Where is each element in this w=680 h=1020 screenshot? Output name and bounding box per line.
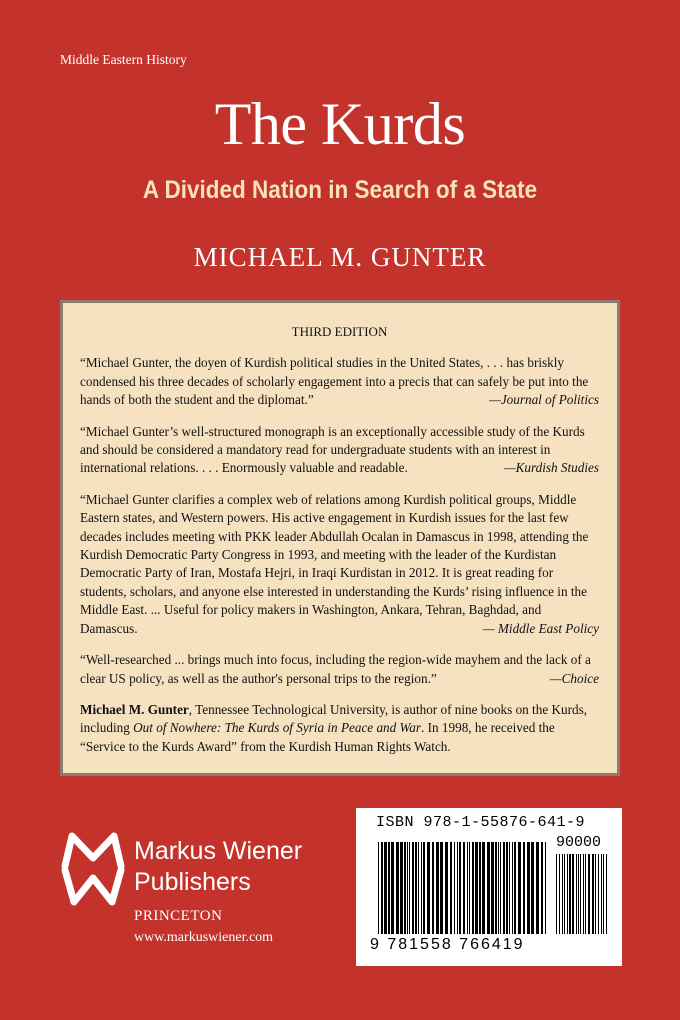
barcode-bar	[457, 842, 458, 934]
barcode-bar	[531, 842, 534, 934]
barcode-bar	[404, 842, 406, 934]
barcode-bar	[487, 842, 490, 934]
review-source: — Middle East Policy	[482, 620, 599, 636]
bio-book-title: Out of Nowhere: The Kurds of Syria in Peace and War	[133, 720, 422, 736]
barcode-bar	[598, 854, 599, 934]
barcode-bar	[572, 854, 574, 934]
edition-label: THIRD EDITION	[291, 324, 388, 339]
barcode-bar	[396, 842, 399, 934]
barcode-bar	[606, 854, 607, 934]
mw-monogram-icon	[60, 828, 126, 908]
barcode-bar	[536, 842, 539, 934]
barcode-bar	[412, 842, 414, 934]
barcode-bar	[592, 854, 594, 934]
book-title: The Kurds	[214, 91, 466, 157]
publisher-url: www.markuswiener.com	[134, 930, 274, 945]
barcode-bar	[580, 854, 581, 934]
ean-digits: 9 781558 766419	[370, 936, 525, 953]
author-bio	[80, 701, 599, 756]
barcode-bar	[388, 842, 390, 934]
review-quote	[80, 651, 599, 688]
barcode-bar	[495, 842, 497, 934]
addon-barcode	[556, 854, 610, 934]
category-label: Middle Eastern History	[60, 52, 187, 67]
barcode-bar	[595, 854, 596, 934]
barcode-bar	[527, 842, 530, 934]
barcode-bar	[601, 854, 602, 934]
isbn-number: ISBN 978-1-55876-641-9	[376, 814, 586, 831]
barcode-bar	[469, 842, 470, 934]
book-subtitle: A Divided Nation in Search of a State	[142, 176, 538, 204]
review-text: “Michael Gunter, the doyen of Kurdish political studies in the United States, . . . has briskly condensed his three decades of scholarly engagement into a precis that can safely be put into the hands of both the student and the diplomat.”	[80, 355, 589, 408]
bio-author-name: Michael M. Gunter	[80, 701, 189, 717]
blurb-panel	[60, 300, 620, 776]
review-source: —Journal of Politics	[489, 392, 599, 408]
barcode-bar	[472, 842, 474, 934]
barcode-bar	[545, 842, 546, 934]
barcode-bar	[409, 842, 410, 934]
barcode-bar	[459, 842, 461, 934]
barcode-bar	[440, 842, 443, 934]
barcode-bar	[436, 842, 439, 934]
barcode-block	[356, 808, 622, 966]
barcode-bar	[445, 842, 448, 934]
barcode-bar	[585, 854, 586, 934]
publisher-name-line: Publishers	[134, 868, 251, 896]
barcode-bar	[423, 842, 425, 934]
barcode-bar	[583, 854, 584, 934]
review-quote	[80, 491, 599, 638]
review-quote	[80, 423, 599, 478]
review-text: “Michael Gunter’s well-structured monograph is an exceptionally accessible study of the Kurds and should be considered a mandatory read for undergraduate students with an interest in international relations. . . . Enormously valuable and readable.	[80, 423, 585, 476]
barcode-bar	[509, 842, 510, 934]
barcode-bar	[556, 854, 557, 934]
barcode-bar	[512, 842, 513, 934]
barcode-bar	[562, 854, 563, 934]
barcode-bar	[506, 842, 508, 934]
barcode-bar	[567, 854, 568, 934]
barcode-bar	[450, 842, 452, 934]
barcode-bar	[407, 842, 408, 934]
barcode-bar	[384, 842, 387, 934]
barcode-bar	[475, 842, 478, 934]
barcode-bar	[588, 854, 590, 934]
publisher-name	[134, 836, 302, 898]
book-author: MICHAEL M. GUNTER	[193, 242, 487, 272]
barcode-bar	[378, 842, 379, 934]
barcode-bar	[564, 854, 565, 934]
review-text: “Well-researched ... brings much into focus, including the region-wide mayhem and the lack of a clear US policy, as well as the author's personal trips to the region.”	[80, 652, 591, 686]
barcode-bar	[559, 854, 560, 934]
review-source: —Kurdish Studies	[503, 460, 599, 476]
barcode-bar	[400, 842, 403, 934]
review-quote	[80, 354, 599, 409]
barcode-bar	[432, 842, 434, 934]
barcode-bar	[491, 842, 494, 934]
barcode-bar	[415, 842, 417, 934]
publisher-block	[60, 820, 330, 950]
barcode-bar	[421, 842, 422, 934]
barcode-bar	[381, 842, 383, 934]
ean-barcode	[378, 842, 548, 934]
price-code: 90000	[556, 834, 602, 851]
barcode-bar	[467, 842, 468, 934]
barcode-bar	[514, 842, 516, 934]
barcode-bar	[482, 842, 485, 934]
barcode-bar	[500, 842, 501, 934]
review-text: “Michael Gunter clarifies a complex web of relations among Kurdish political groups, Middle Eastern states, and Western powers. His active engagement in Kurdish issues for the last few decades includes meeting with PKK leader Abdullah Ocalan in Damascus in 1998, attending the Kurdish Democratic Party Congress in 1993, and meeting with the leader of the Kurdistan Democratic Party of Iran, Mostafa Hejri, in Iraqi Kurdistan in 2012. It is great reading for students, scholars, and anyone else interested in understanding the Kurds’ rising influence in the Middle East. ... Useful for policy makers in Washington, Ankara, Tehran, Baghdad, and Damascus.	[80, 491, 589, 636]
bio-text: , Tennessee Technological University, is author of nine books on the Kurds, including	[80, 701, 587, 736]
barcode-bar	[518, 842, 521, 934]
barcode-bar	[498, 842, 499, 934]
barcode-bar	[463, 842, 465, 934]
publisher-name-line: Markus Wiener	[134, 837, 303, 865]
barcode-bar	[569, 854, 571, 934]
barcode-bar	[603, 854, 604, 934]
review-source: —Choice	[549, 670, 599, 686]
barcode-bar	[576, 854, 577, 934]
barcode-bar	[427, 842, 430, 934]
barcode-bar	[418, 842, 419, 934]
barcode-bar	[578, 854, 579, 934]
barcode-bar	[391, 842, 394, 934]
barcode-bar	[454, 842, 455, 934]
publisher-city: PRINCETON	[134, 908, 223, 924]
barcode-bar	[523, 842, 525, 934]
barcode-bar	[503, 842, 505, 934]
bio-text: . In 1998, he received the “Service to the Kurds Award” from the Kurdish Human Rights Watch.	[80, 720, 555, 754]
barcode-bar	[541, 842, 543, 934]
barcode-bar	[479, 842, 481, 934]
